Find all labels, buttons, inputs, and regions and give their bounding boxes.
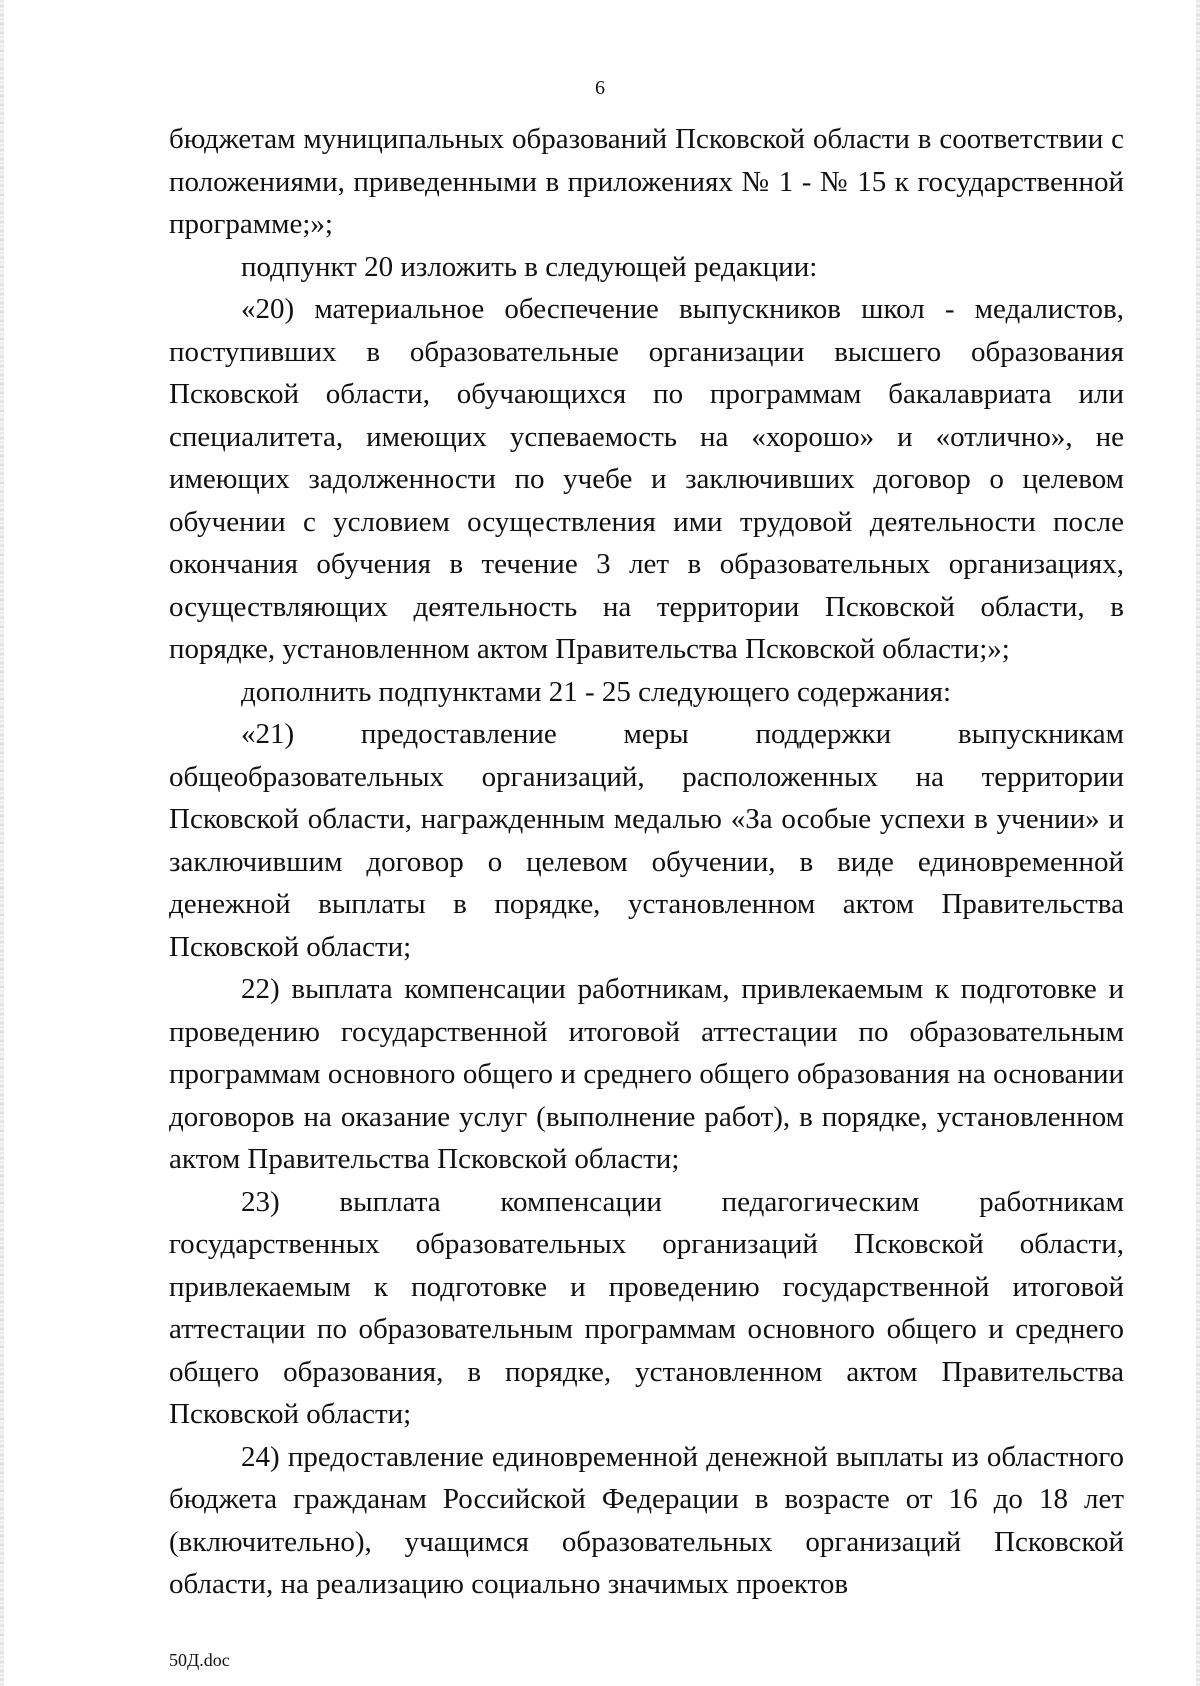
paragraph-subpoint-24: 24) предоставление единовременной денежной выплаты из областного бюджета гражданам Российской Федерации в возрасте от 16 до 18 лет (включительно), учащимся образовательных организаций Псковской области, на реализацию социально значимых проектов — [169, 1440, 1124, 1600]
paragraph-subpoint-21: «21) предоставление меры поддержки выпускникам общеобразовательных организаций, расположенных на территории Псковской области, награжденным медалью «За особые успехи в учении» и заключившим договор о целевом обучении, в виде единовременной денежной выплаты в порядке, установленном актом Правительства Псковской области; — [169, 718, 1124, 963]
paragraph-subpoint-20-instruction: подпункт 20 изложить в следующей редакции: — [241, 250, 818, 283]
paragraph-add-subpoints-instruction: дополнить подпунктами 21 - 25 следующего содержания: — [241, 675, 952, 708]
footer-file-code: 50Д.doc — [169, 1650, 230, 1670]
paragraph-subpoint-23: 23) выплата компенсации педагогическим работникам государственных образовательных организаций Псковской области, привлекаемым к подготовке и проведению государственной итоговой аттестации по образовательным программам основного общего и среднего общего образования, в порядке, установленном актом Правительства Псковской области; — [169, 1185, 1124, 1430]
paragraph-subpoint-22: 22) выплата компенсации работникам, привлекаемым к подготовке и проведению государственной итоговой аттестации по образовательным программам основного общего и среднего общего образования на основании договоров на оказание услуг (выполнение работ), в порядке, установленном актом Правительства Псковской области; — [169, 973, 1124, 1175]
paragraph-budget-continuation: бюджетам муниципальных образований Псковской области в соответствии с положениями, приведенными в приложениях № 1 - № 15 к государственной программе;»; — [169, 123, 1124, 240]
scan-edge-left — [0, 0, 4, 1686]
paragraph-subpoint-20: «20) материальное обеспечение выпускников школ - медалистов, поступивших в образовательные организации высшего образования Псковской области, обучающихся по программам бакалавриата или специалитета, имеющих успеваемость на «хорошо» и «отлично», не имеющих задолженности по учебе и заключивших договор о целевом обучении с условием осуществления ими трудовой деятельности после окончания обучения в течение 3 лет в образовательных организациях, осуществляющих деятельность на территории Псковской области, в порядке, установленном актом Правительства Псковской области;»; — [169, 293, 1124, 665]
scan-edge-right — [1196, 0, 1200, 1686]
document-body — [169, 118, 1124, 1606]
page-number: 6 — [595, 77, 605, 99]
